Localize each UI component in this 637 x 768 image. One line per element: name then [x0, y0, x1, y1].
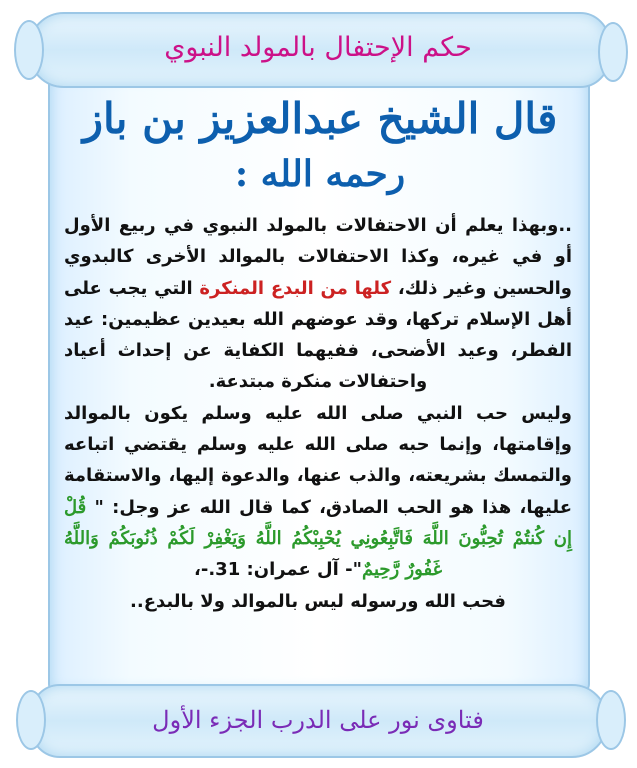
paragraph-2-part-1: وليس حب النبي صلى الله عليه وسلم يكون بالموالد وإقامتها، وإنما حبه صلى الله عليه وسلم يقتضي اتباعه والتمسك بشريعته، والذب عنها، والدعوة إليها، والاستقامة عليها، هذا هو الحب الصادق، كما قال الله عز وجل: " [64, 402, 572, 518]
paragraph-1 [64, 210, 572, 398]
body-text [64, 210, 572, 617]
scroll-curl-top-right [598, 22, 628, 82]
quran-verse: قُلْ إِن كُنتُمْ تُحِبُّونَ اللَّهَ فَاتَّبِعُونِي يُحْبِبْكُمُ اللَّهُ وَيَغْفِرْ لَكُمْ ذُنُوبَكُمْ وَاللَّهُ غَفُورٌ رَّحِيمٌ [64, 496, 572, 581]
heading [60, 90, 580, 200]
footer-source: فتاوى نور على الدرب الجزء الأول [152, 706, 484, 734]
paragraph-1-part-2: التي يجب على أهل الإسلام تركها، وقد عوضهم الله بعيدين عظيمين: عيد الفطر، وعيد الأضحى، ففيهما الكفاية عن إحداث أعياد واحتفالات منكرة مبتدعة. [64, 277, 572, 393]
paragraph-2 [64, 398, 572, 586]
page-title: حكم الإحتفال بالمولد النبوي [164, 32, 472, 63]
paragraph-1-part-1: ..وبهذا يعلم أن الاحتفالات بالمولد النبوي في ربيع الأول أو في غيره، وكذا الاحتفالات بالموالد الأخرى كالبدوي والحسين وغير ذلك، [64, 215, 572, 299]
paragraph-2-part-2: "- آل عمران: 31.-، [194, 559, 362, 581]
highlight-text: كلها من البدع المنكرة [199, 277, 392, 299]
heading-line-1: قال الشيخ عبدالعزيز بن باز [82, 94, 558, 143]
scroll-curl-bottom-right [596, 690, 626, 750]
paragraph-3: فحب الله ورسوله ليس بالموالد ولا بالبدع.. [130, 590, 506, 612]
heading-line-2: رحمه الله : [234, 153, 406, 195]
